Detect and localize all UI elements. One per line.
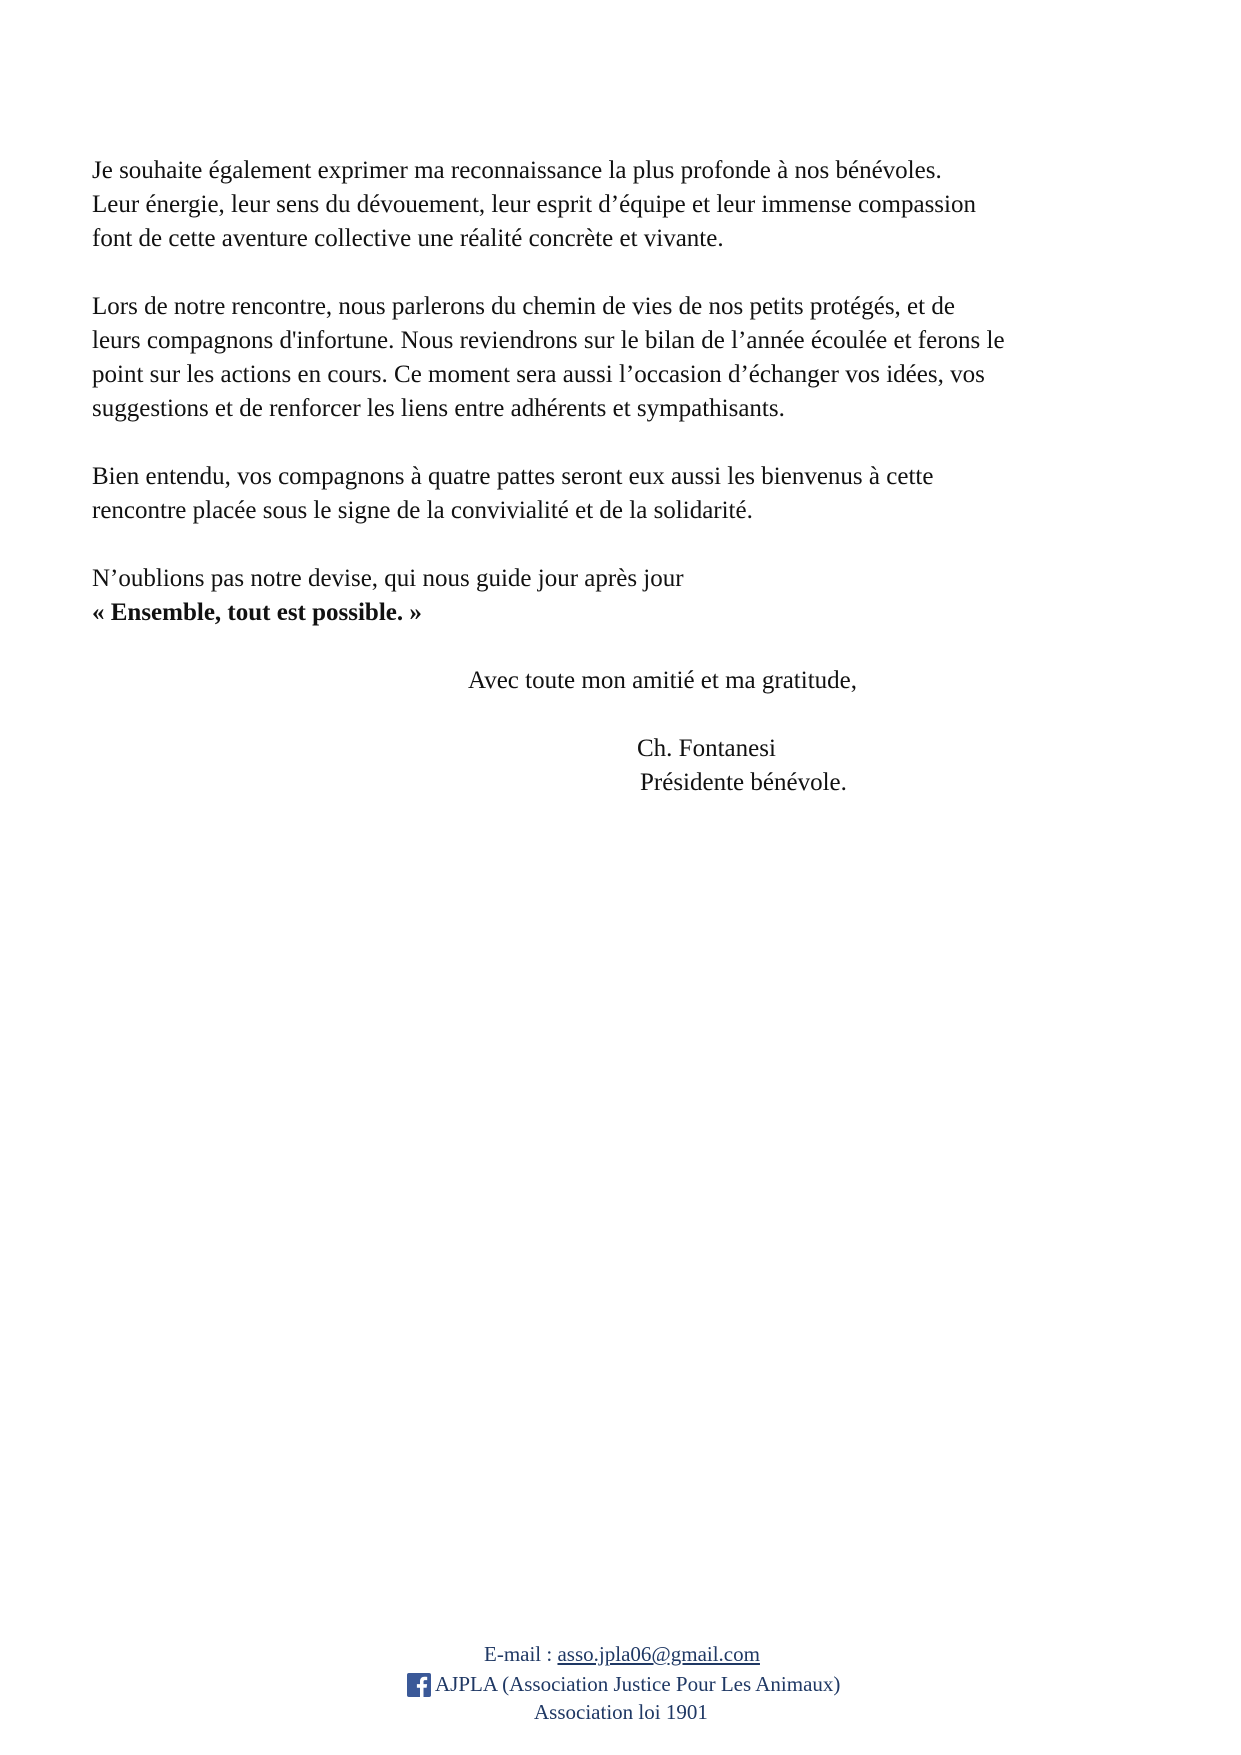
- text-line: leurs compagnons d'infortune. Nous reviendrons sur le bilan de l’année écoulée et ferons le: [92, 327, 1005, 354]
- footer-facebook-row: [407, 1670, 840, 1699]
- facebook-page-name: AJPLA (Association Justice Pour Les Animaux): [435, 1672, 841, 1696]
- paragraph-meeting: [92, 290, 1092, 426]
- text-line: point sur les actions en cours. Ce moment sera aussi l’occasion d’échanger vos idées, vos: [92, 361, 985, 388]
- letter-body: [92, 154, 1092, 664]
- facebook-icon[interactable]: [407, 1673, 431, 1697]
- text-line: Leur énergie, leur sens du dévouement, leur esprit d’équipe et leur immense compassion: [92, 191, 976, 218]
- association-status: Association loi 1901: [534, 1700, 708, 1724]
- paragraph-volunteers: [92, 154, 1092, 256]
- paragraph-motto: [92, 562, 1092, 630]
- signature-title: Présidente bénévole.: [640, 769, 847, 796]
- email-label: E-mail :: [484, 1642, 558, 1666]
- motto-intro: N’oublions pas notre devise, qui nous guide jour après jour: [92, 565, 684, 592]
- text-line: Je souhaite également exprimer ma reconnaissance la plus profonde à nos bénévoles.: [92, 157, 942, 184]
- text-line: Lors de notre rencontre, nous parlerons du chemin de vies de nos petits protégés, et de: [92, 293, 955, 320]
- email-link[interactable]: asso.jpla06@gmail.com: [557, 1642, 760, 1666]
- paragraph-pets: [92, 460, 1092, 528]
- text-line: suggestions et de renforcer les liens entre adhérents et sympathisants.: [92, 395, 785, 422]
- text-line: rencontre placée sous le signe de la convivialité et de la solidarité.: [92, 497, 753, 524]
- closing-salutation: Avec toute mon amitié et ma gratitude,: [468, 667, 857, 694]
- text-line: Bien entendu, vos compagnons à quatre pattes seront eux aussi les bienvenus à cette: [92, 463, 934, 490]
- footer-email-row: [484, 1640, 760, 1669]
- text-line: font de cette aventure collective une réalité concrète et vivante.: [92, 225, 724, 252]
- signature-name: Ch. Fontanesi: [637, 735, 776, 762]
- motto: « Ensemble, tout est possible. »: [92, 599, 422, 626]
